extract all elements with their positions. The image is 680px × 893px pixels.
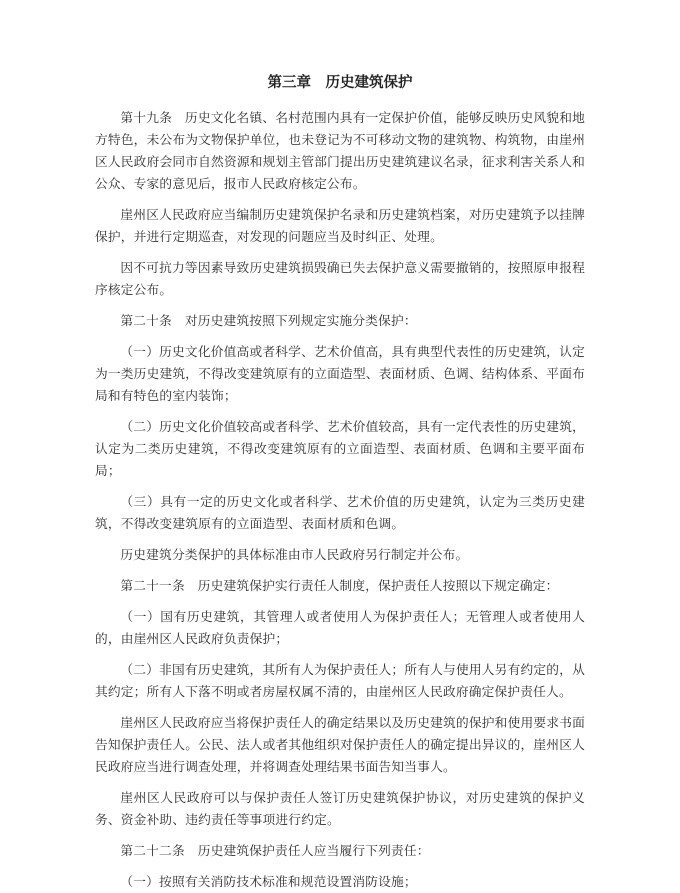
- paragraph-article-21-item-1: （一）国有历史建筑，其管理人或者使用人为保护责任人；无管理人或者使用人的，由崖州区人民政府负责保护；: [95, 610, 585, 646]
- paragraph-article-20-item-2: （二）历史文化价值较高或者科学、艺术价值较高，具有一定代表性的历史建筑，认定为二类历史建筑，不得改变建筑原有的立面造型、表面材质、色调和主要平面布局；: [95, 420, 585, 478]
- paragraph-article-19-clause-3: 因不可抗力等因素导致历史建筑损毁确已失去保护意义需要撤销的，按照原申报程序核定公布。: [95, 261, 585, 297]
- paragraph-article-19-clause-2: 崖州区人民政府应当编制历史建筑保护名录和历史建筑档案，对历史建筑予以挂牌保护，并进行定期巡查，对发现的问题应当及时纠正、处理。: [95, 208, 585, 244]
- paragraph-article-19: 第十九条 历史文化名镇、名村范围内具有一定保护价值，能够反映历史风貌和地方特色，未公布为文物保护单位，也未登记为不可移动文物的建筑物、构筑物，由崖州区人民政府会同市自然资源和规划主管部门提出历史建筑建议名录，征求利害关系人和公众、专家的意见后，报市人民政府核定公布。: [95, 111, 585, 191]
- paragraph-article-20-item-1: （一）历史文化价值高或者科学、艺术价值高，具有典型代表性的历史建筑，认定为一类历史建筑，不得改变建筑原有的立面造型、表面材质、色调、结构体系、平面布局和有特色的室内装饰；: [95, 345, 585, 403]
- paragraph-article-22-item-1: （一）按照有关消防技术标准和规范设置消防设施；: [120, 875, 417, 889]
- paragraph-article-21-clause-2: 崖州区人民政府应当将保护责任人的确定结果以及历史建筑的保护和使用要求书面告知保护责任人。公民、法人或者其他组织对保护责任人的确定提出异议的，崖州区人民政府应当进行调查处理，并将调查处理结果书面告知当事人。: [95, 716, 585, 774]
- paragraph-article-22: 第二十二条 历史建筑保护责任人应当履行下列责任：: [120, 844, 430, 858]
- paragraph-article-21-item-2: （二）非国有历史建筑，其所有人为保护责任人；所有人与使用人另有约定的，从其约定；所有人下落不明或者房屋权属不清的，由崖州区人民政府确定保护责任人。: [95, 663, 585, 699]
- chapter-title: 第三章 历史建筑保护: [267, 75, 413, 91]
- paragraph-article-20-item-3: （三）具有一定的历史文化或者科学、艺术价值的历史建筑，认定为三类历史建筑，不得改变建筑原有的立面造型、表面材质和色调。: [95, 495, 585, 531]
- paragraph-article-20: 第二十条 对历史建筑按照下列规定实施分类保护：: [120, 314, 417, 328]
- paragraph-article-21: 第二十一条 历史建筑保护实行责任人制度，保护责任人按照以下规定确定：: [120, 579, 559, 593]
- paragraph-article-21-clause-3: 崖州区人民政府可以与保护责任人签订历史建筑保护协议，对历史建筑的保护义务、资金补助、违约责任等事项进行约定。: [95, 791, 585, 827]
- paragraph-article-20-clause-2: 历史建筑分类保护的具体标准由市人民政府另行制定并公布。: [120, 548, 469, 562]
